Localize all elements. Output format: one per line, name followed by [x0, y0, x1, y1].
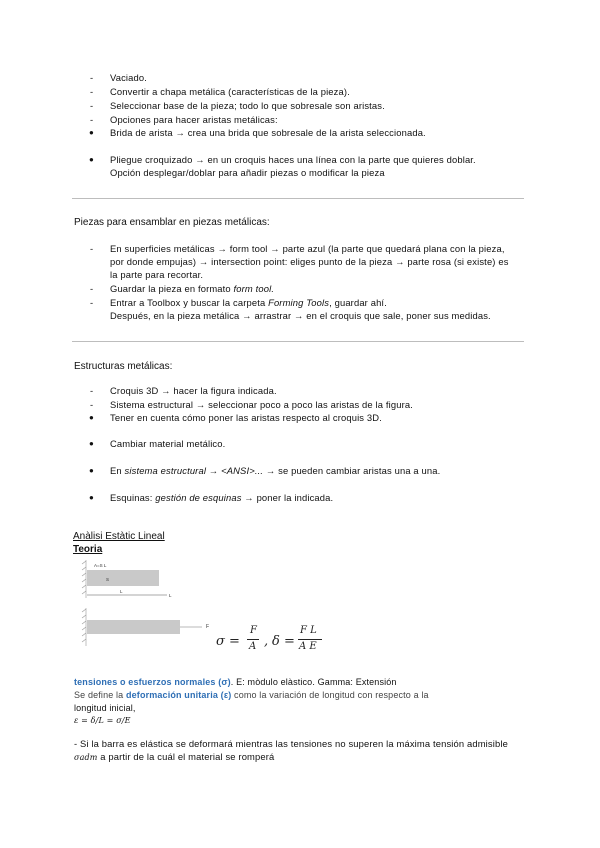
bar-loaded	[87, 620, 180, 634]
list-item: Vaciado.	[110, 72, 147, 83]
list-item: la parte para recortar.	[110, 269, 204, 280]
sigma-adm-symbol: σadm	[74, 753, 98, 762]
text: , guardar ahí.	[329, 297, 387, 308]
text: Se define la	[74, 690, 126, 700]
length-label: L	[120, 589, 123, 594]
section-label: S	[106, 577, 110, 582]
bar-figure	[72, 558, 212, 658]
bullet: -	[90, 114, 94, 125]
list-item: Opciones para hacer aristas metálicas:	[110, 114, 278, 125]
delta-numerator: F L	[300, 625, 317, 636]
bullet: ●	[89, 413, 94, 422]
list-item: Después, en la pieza metálica → arrastrar → en el croquis que sale, poner sus medidas.	[110, 310, 491, 321]
delta-label: δ =	[272, 634, 295, 649]
text-line	[74, 676, 397, 688]
section-heading: Piezas para ensamblar en piezas metálicas:	[74, 217, 270, 228]
text: . E: mòdulo elàstico. Gamma: Extensión	[230, 677, 397, 687]
emphasis: gestión de esquinas	[155, 492, 242, 503]
list-item: Pliegue croquizado → en un croquis haces una línea con la parte que quieres doblar.	[110, 154, 476, 165]
list-item	[110, 283, 274, 295]
list-item: Seleccionar base de la pieza; todo lo que sobresale son aristas.	[110, 100, 385, 111]
list-item: En superficies metálicas → form tool → parte azul (la parte que quedará plana con la pieza,	[110, 243, 505, 254]
bullet: -	[90, 86, 94, 97]
text: como la variación de longitud con respecto a la	[231, 690, 429, 700]
formula	[216, 624, 326, 658]
bullet: ●	[89, 466, 94, 475]
sigma-numerator: F	[250, 625, 257, 636]
text: Guardar la pieza en formato	[110, 283, 234, 294]
list-item: Brida de arista → crea una brida que sobresale de la arista seleccionada.	[110, 127, 426, 138]
bullet: -	[90, 100, 94, 111]
divider	[72, 341, 524, 342]
text: → poner la indicada.	[241, 492, 334, 503]
list-item	[110, 297, 387, 309]
bullet: ●	[89, 128, 94, 137]
list-item: Tener en cuenta cómo poner las aristas respecto al croquis 3D.	[110, 412, 382, 423]
text-line: - Si la barra es elástica se deformará mientras las tensiones no superen la máxima tensión admisible	[74, 738, 508, 749]
bullet: -	[90, 283, 94, 294]
bullet: ●	[89, 155, 94, 164]
highlight-text: deformación unitaria (ε)	[126, 690, 232, 700]
emphasis: sistema estructural → <ANSI>...	[124, 465, 264, 476]
strain-formula: ε = δ/L = σ/E	[74, 716, 131, 725]
delta-denominator: A E	[299, 641, 317, 652]
text: En	[110, 465, 125, 476]
bullet: -	[90, 385, 94, 396]
section-heading: Estructuras metálicas:	[74, 361, 173, 372]
bar-unloaded	[87, 570, 159, 586]
bullet: -	[90, 243, 94, 254]
list-item: Cambiar material metálico.	[110, 438, 226, 449]
text-line	[74, 751, 274, 764]
section-subtitle: Teoria	[73, 544, 103, 555]
fraction-bar	[247, 639, 259, 640]
list-item: por donde empujas) → intersection point: eliges punto de la pieza → parte rosa (si existe) es	[110, 256, 509, 267]
bullet: -	[90, 297, 94, 308]
divider	[72, 198, 524, 199]
sigma-label: σ =	[216, 634, 240, 649]
text: a partir de la cuál el material se romperá	[97, 751, 275, 762]
list-item	[110, 492, 333, 504]
emphasis: form tool.	[233, 283, 275, 294]
fraction-bar	[298, 639, 322, 640]
text: Entrar a Toolbox y buscar la carpeta	[110, 297, 269, 308]
area-label: A=S L	[94, 563, 107, 568]
list-item: Opción desplegar/doblar para añadir piezas o modificar la pieza	[110, 167, 385, 178]
emphasis: Forming Tools	[268, 297, 330, 308]
highlight-text: tensiones o esfuerzos normales (σ)	[74, 677, 231, 687]
formula-separator: ,	[264, 634, 269, 649]
text-line: longitud inicial,	[74, 703, 136, 713]
list-item: Croquis 3D → hacer la figura indicada.	[110, 385, 277, 396]
bullet: ●	[89, 493, 94, 502]
section-title: Anàlisi Estàtic Lineal	[73, 531, 165, 542]
force-label: F	[206, 624, 210, 630]
text: Esquinas:	[110, 492, 156, 503]
wall-hatch-top	[82, 561, 86, 594]
sigma-denominator: A	[249, 641, 257, 652]
text-line	[74, 689, 429, 701]
bullet: -	[90, 399, 94, 410]
list-item: Convertir a chapa metálica (características de la pieza).	[110, 86, 350, 97]
wall-hatch-bottom	[82, 609, 86, 642]
bullet: -	[90, 72, 94, 83]
bullet: ●	[89, 439, 94, 448]
list-item	[110, 465, 440, 477]
length-label-end: L	[169, 593, 172, 598]
text: → se pueden cambiar aristas una a una.	[263, 465, 441, 476]
list-item: Sistema estructural → seleccionar poco a poco las aristas de la figura.	[110, 399, 413, 410]
